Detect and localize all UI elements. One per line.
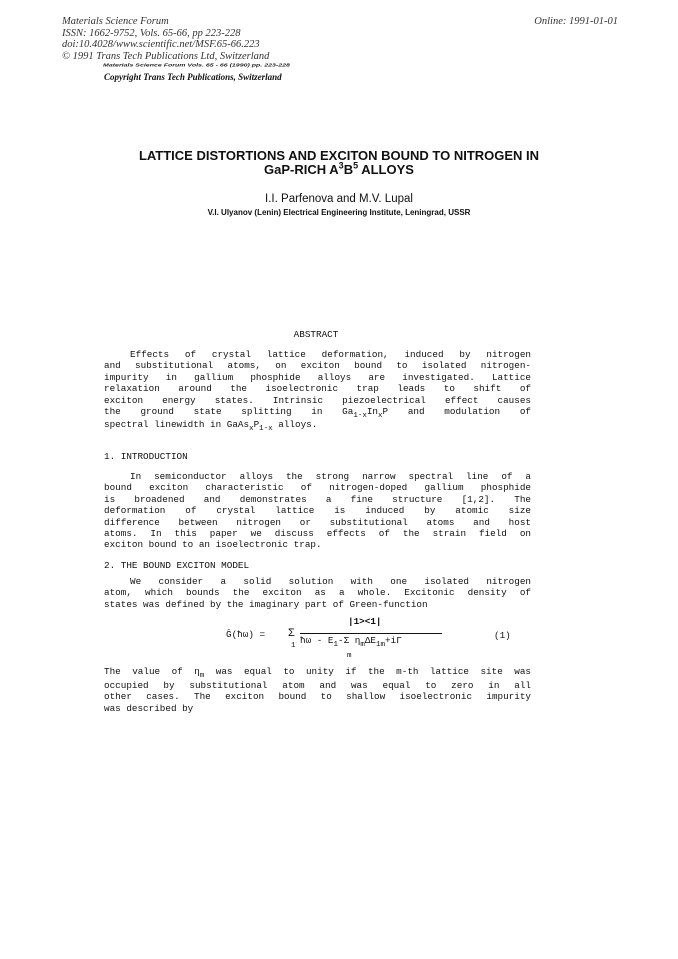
abstract-text: the ground state splitting in Ga xyxy=(104,406,354,418)
paragraph-line: exciton bound to an isoelectronic trap. xyxy=(104,539,322,551)
abstract-body xyxy=(104,349,531,432)
abstract-line: and substitutional atoms, on exciton bound to isolated nitrogen- xyxy=(104,360,531,372)
equation-number: (1) xyxy=(494,630,511,641)
paragraph-line: We consider a solid solution with one isolated nitrogen xyxy=(130,576,531,587)
denominator-text: +iΓ xyxy=(385,635,402,646)
paragraph-line: states was defined by the imaginary part of Green-function xyxy=(104,598,428,610)
paragraph-text: was equal to unity if the m-th lattice site was xyxy=(204,666,531,677)
subscript: x xyxy=(378,411,383,420)
paragraph-line: difference between nitrogen or substitutional atoms and host xyxy=(104,516,531,528)
abstract-text: alloys. xyxy=(272,419,318,431)
equation-fraction-bar xyxy=(300,633,442,634)
abstract-heading: ABSTRACT xyxy=(293,329,339,340)
paragraph-line xyxy=(104,666,531,680)
paragraph-line: other cases. The exciton bound to shallow isoelectronic impurity xyxy=(104,691,531,703)
paragraph-line: atom, which bounds the exciton as a whole. Excitonic density of xyxy=(104,587,531,599)
title-line-2-suffix: ALLOYS xyxy=(358,162,414,177)
abstract-text: In xyxy=(366,406,378,418)
abstract-line: Effects of crystal lattice deformation, induced by nitrogen xyxy=(130,349,531,360)
doi-line: doi:10.4028/www.scientific.net/MSF.65-66.223 xyxy=(62,39,260,50)
title-sup-5: 5 xyxy=(353,160,359,171)
model-body xyxy=(104,576,531,610)
abstract-text: P xyxy=(253,419,260,431)
subscript: m xyxy=(360,640,365,649)
denominator-text: -Σ η xyxy=(338,635,361,646)
subscript: m xyxy=(199,671,205,680)
paragraph-line: was described by xyxy=(104,702,194,714)
equation-denominator xyxy=(300,635,402,649)
subscript: 1-x xyxy=(259,424,273,433)
abstract-line: exciton energy states. Intrinsic piezoelectrical effect causes xyxy=(104,394,531,406)
equation-numerator: |1><1| xyxy=(348,616,382,627)
paragraph-line: bound exciton characteristic of nitrogen-doped gallium phosphide xyxy=(104,482,531,494)
denominator-text: ħω - E xyxy=(300,635,334,646)
introduction-body xyxy=(104,471,531,551)
copyright-line-header: © 1991 Trans Tech Publications Ltd, Switzerland xyxy=(62,50,270,62)
authors: I.I. Parfenova and M.V. Lupal xyxy=(265,193,413,205)
journal-name: Materials Science Forum xyxy=(62,16,169,27)
post-equation-body xyxy=(104,666,531,714)
paragraph-line: deformation of crystal lattice is induced by atomic size xyxy=(104,505,531,517)
paragraph-line: is broadened and demonstrates a fine structure [1,2]. The xyxy=(104,493,531,505)
title-line-2-prefix: GaP-RICH A xyxy=(264,162,339,177)
paragraph-line: In semiconductor alloys the strong narrow spectral line of a xyxy=(130,471,531,482)
abstract-line: relaxation around the isoelectronic trap leads to shift of xyxy=(104,383,531,395)
scanned-copyright-line: Copyright Trans Tech Publications, Switzerland xyxy=(104,72,282,82)
paragraph-text: The value of η xyxy=(104,666,200,677)
abstract-text: spectral linewidth in GaAs xyxy=(104,419,250,431)
scanned-journal-line: Materials Science Forum Vols. 65 - 66 (1990) pp. 223-228 xyxy=(103,63,290,68)
abstract-line xyxy=(104,419,531,432)
section-heading-bound-exciton-model: 2. THE BOUND EXCITON MODEL xyxy=(104,560,250,571)
equation-1 xyxy=(226,616,526,662)
title-line-1: LATTICE DISTORTIONS AND EXCITON BOUND TO NITROGEN IN xyxy=(138,148,540,163)
paragraph-line: occupied by substitutional atom and was equal to zero in all xyxy=(104,680,531,691)
issn-line: ISSN: 1662-9752, Vols. 65-66, pp 223-228 xyxy=(62,27,241,39)
equation-lhs: Ĝ(ħω) = xyxy=(226,629,266,640)
section-heading-introduction: 1. INTRODUCTION xyxy=(104,451,188,462)
paper-title xyxy=(80,149,598,177)
title-line-2 xyxy=(80,160,598,177)
paragraph-line: atoms. In this paper we discuss effects of the strain field on xyxy=(104,528,531,540)
denominator-text: ΔE xyxy=(364,635,377,646)
subscript: 1m xyxy=(376,640,386,649)
sum-subscript: 1 xyxy=(291,642,296,650)
title-sup-3: 3 xyxy=(338,160,344,171)
title-line-2-mid: B xyxy=(343,162,354,177)
subscript: x xyxy=(249,424,254,433)
subscript: 1-x xyxy=(353,411,367,420)
sum-symbol: Σ xyxy=(288,628,295,640)
subscript: 1 xyxy=(333,640,338,649)
inner-sum-subscript: m xyxy=(347,652,352,660)
affiliation: V.I. Ulyanov (Lenin) Electrical Engineering Institute, Leningrad, USSR xyxy=(207,208,471,217)
online-date: Online: 1991-01-01 xyxy=(534,16,618,27)
abstract-line: impurity in gallium phosphide alloys are investigated. Lattice xyxy=(104,371,531,383)
abstract-line xyxy=(104,406,531,419)
abstract-text: P and modulation of xyxy=(382,406,531,418)
publisher-header xyxy=(62,16,618,62)
